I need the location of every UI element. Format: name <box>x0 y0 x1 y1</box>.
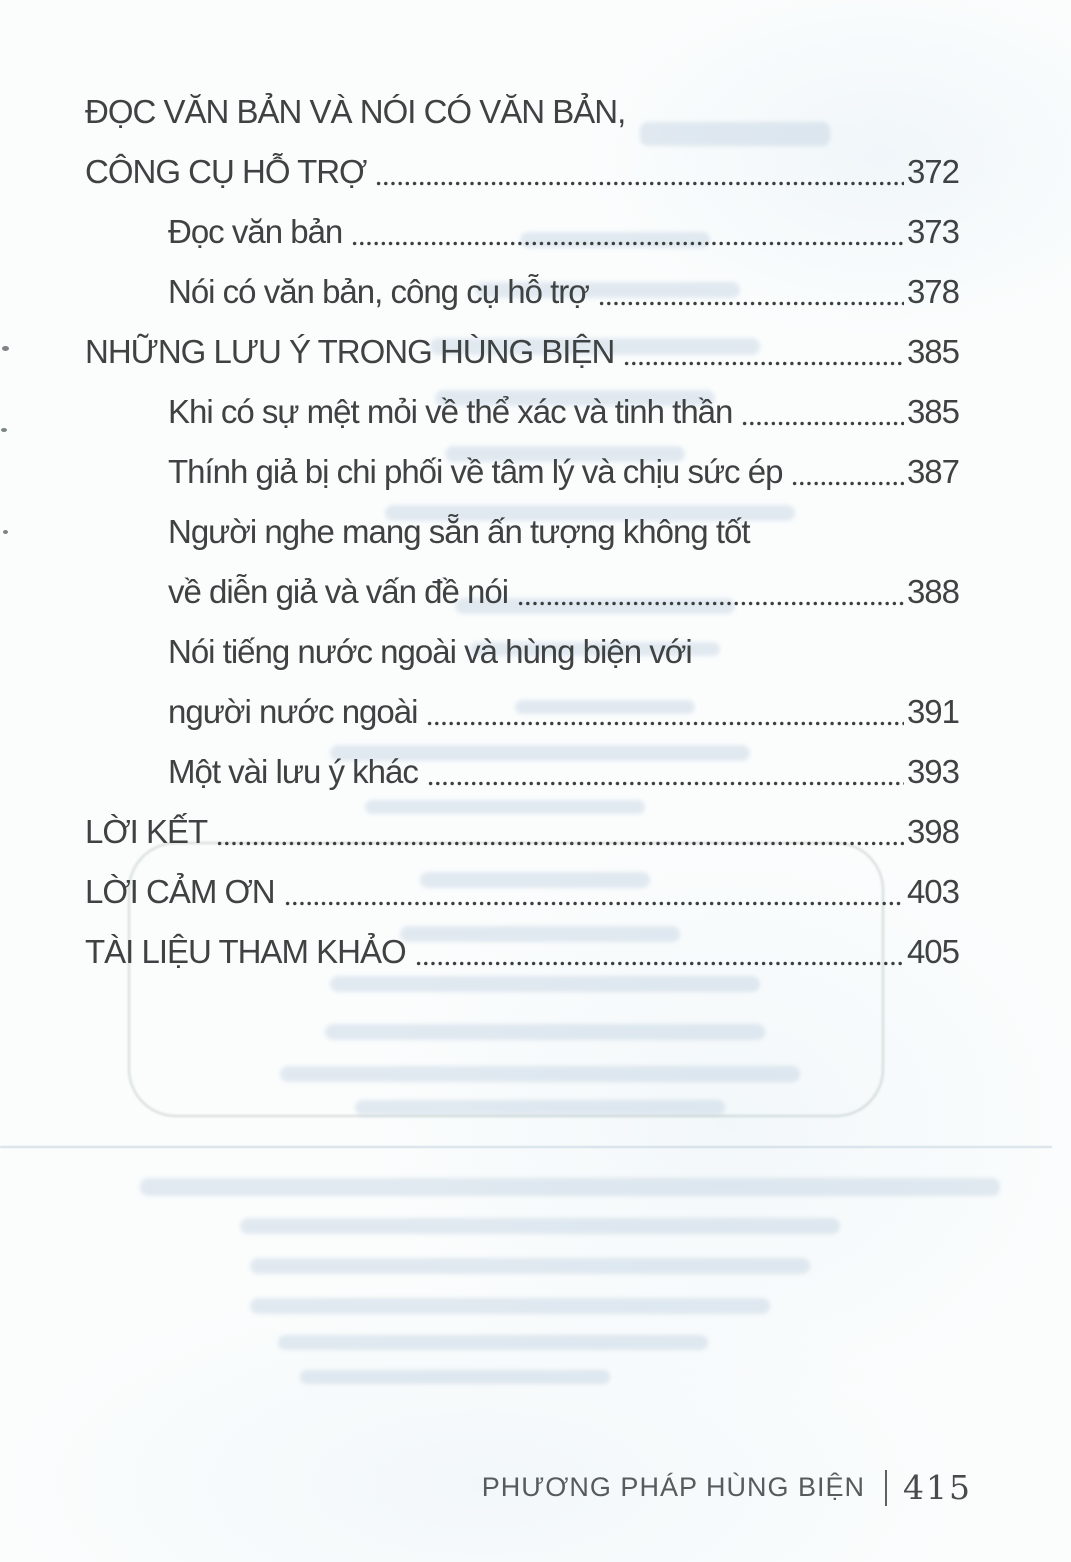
toc-entry-title: Nói tiếng nước ngoài và hùng biện với <box>168 633 692 670</box>
toc-entry-title: Thính giả bị chi phối về tâm lý và chịu sức ép <box>168 453 783 490</box>
scan-speck <box>1 428 7 432</box>
ghost-text-bar <box>250 1258 810 1274</box>
toc-page-number: 403 <box>906 873 959 910</box>
toc-entry-title: TÀI LIỆU THAM KHẢO <box>85 933 406 970</box>
toc-entry <box>85 862 959 922</box>
toc-entry <box>85 262 959 322</box>
ghost-text-bar <box>278 1335 708 1350</box>
ghost-text-bar <box>300 1370 610 1384</box>
toc-entry-title: LỜI KẾT <box>85 813 208 850</box>
dotted-leader <box>791 442 904 502</box>
toc-entry <box>85 802 959 862</box>
page-footer <box>482 1468 972 1507</box>
toc-entry <box>85 622 959 742</box>
toc-entry-title: NHỮNG LƯU Ý TRONG HÙNG BIỆN <box>85 333 615 370</box>
footer-divider <box>885 1470 887 1506</box>
running-book-title: PHƯƠNG PHÁP HÙNG BIỆN <box>481 1472 865 1502</box>
ghost-text-bar <box>240 1218 840 1234</box>
toc-page-number: 385 <box>906 333 959 370</box>
toc-page-number: 393 <box>906 753 959 790</box>
toc-page-number: 388 <box>906 573 959 610</box>
toc-entry-title: Một vài lưu ý khác <box>168 753 418 790</box>
toc-entry <box>85 322 959 382</box>
toc-entry-title: về diễn giả và vấn đề nói <box>168 573 509 610</box>
dotted-leader <box>741 382 904 442</box>
scan-speck <box>3 530 8 534</box>
ghost-text-bar <box>355 1100 725 1115</box>
toc-page-number: 387 <box>906 453 959 490</box>
dotted-leader <box>375 142 904 202</box>
dotted-leader <box>426 682 904 742</box>
toc-entry-title: Khi có sự mệt mỏi về thể xác và tinh thần <box>168 393 733 430</box>
toc-page-number: 378 <box>906 273 959 310</box>
toc-entry <box>85 442 959 502</box>
ghost-text-bar <box>140 1178 1000 1196</box>
folio-page-number: 415 <box>903 1468 972 1507</box>
toc-page-number: 373 <box>906 213 959 250</box>
ghost-horizontal-rule <box>0 1146 1052 1148</box>
toc-page-number: 398 <box>906 813 959 850</box>
toc-entry <box>85 922 959 982</box>
toc-entry-title: người nước ngoài <box>168 693 418 730</box>
toc-entry <box>85 382 959 442</box>
toc-page-number: 372 <box>906 153 959 190</box>
toc-entry-title: CÔNG CỤ HỖ TRỢ <box>85 153 367 190</box>
toc-page-number: 391 <box>906 693 959 730</box>
toc-entry-title: LỜI CẢM ƠN <box>85 873 275 910</box>
toc-entry-title: ĐỌC VĂN BẢN VÀ NÓI CÓ VĂN BẢN, <box>85 93 626 130</box>
toc-entry <box>85 82 959 202</box>
dotted-leader <box>351 202 904 262</box>
dotted-leader <box>623 322 904 382</box>
dotted-leader <box>415 922 904 982</box>
dotted-leader <box>598 262 904 322</box>
dotted-leader <box>284 862 904 922</box>
toc-entry <box>85 742 959 802</box>
toc-entry-title: Người nghe mang sẵn ấn tượng không tốt <box>168 513 750 550</box>
ghost-text-bar <box>280 1066 800 1082</box>
toc-page-number: 385 <box>906 393 959 430</box>
ghost-text-bar <box>325 1024 765 1040</box>
ghost-text-bar <box>250 1298 770 1314</box>
dotted-leader <box>517 562 904 622</box>
toc-entry-title: Đọc văn bản <box>168 213 343 250</box>
toc-entry-title: Nói có văn bản, công cụ hỗ trợ <box>168 273 589 310</box>
toc-entry <box>85 502 959 622</box>
table-of-contents <box>85 82 959 982</box>
toc-entry <box>85 202 959 262</box>
scan-speck <box>2 346 9 351</box>
dotted-leader <box>216 802 904 862</box>
dotted-leader <box>427 742 904 802</box>
toc-page-number: 405 <box>906 933 959 970</box>
